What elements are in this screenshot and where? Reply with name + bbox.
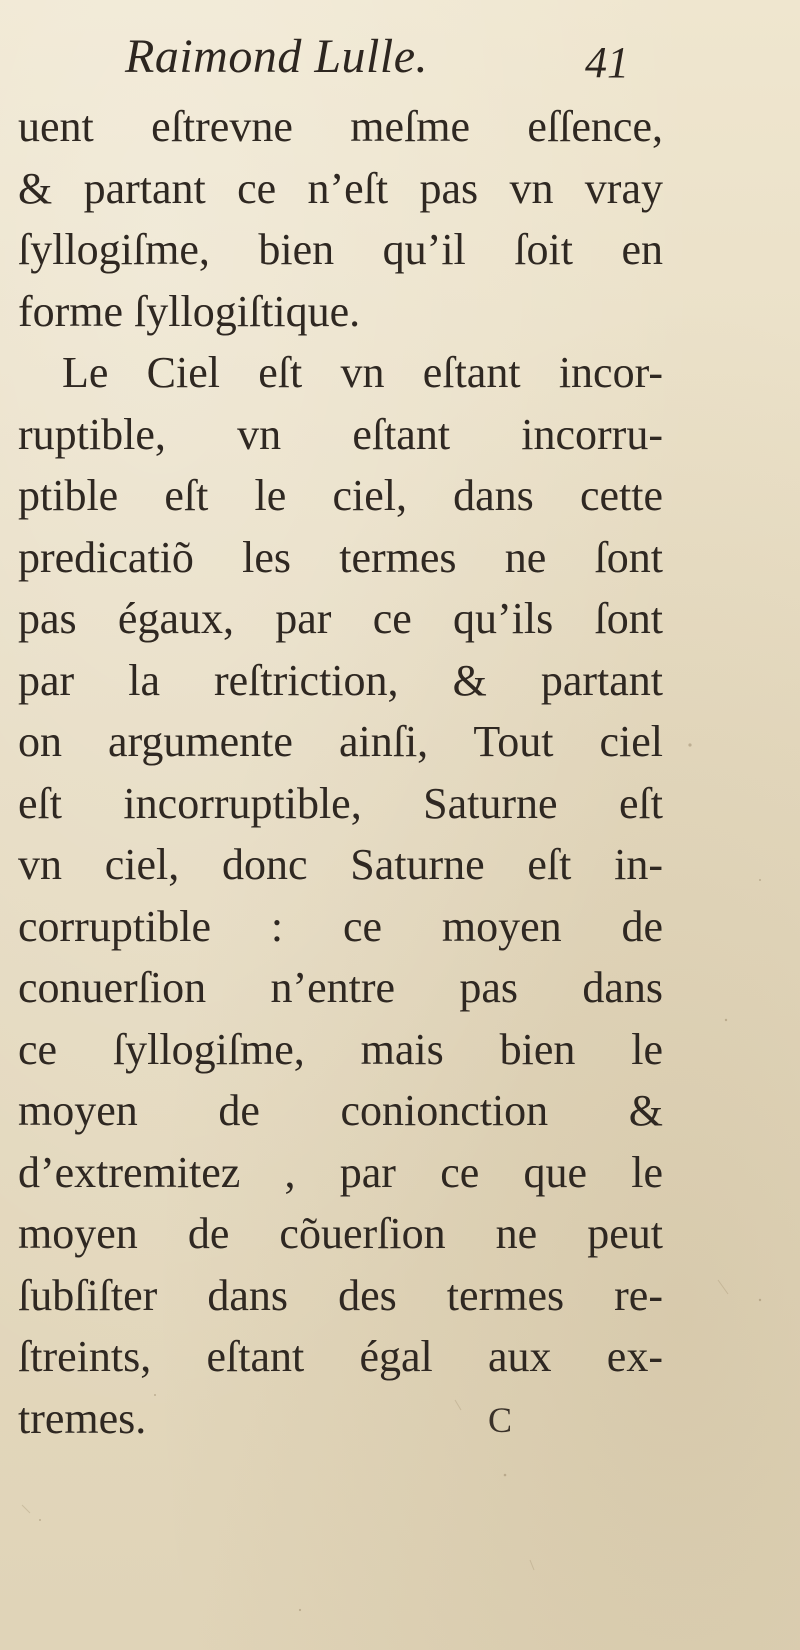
text-line: pas égaux, par ce qu’ils ſont [18,594,663,643]
text-line: d’extremitez , par ce que le [18,1147,663,1197]
signature-mark: C [488,1400,513,1440]
text-line: corruptible : ce moyen de [18,901,663,951]
text-line: uent eſtrevne meſme eſſence, [18,102,663,151]
text-line: ce ſyllogiſme, mais bien le [18,1024,663,1074]
paragraph-1 [18,96,663,342]
paragraph-2 [18,342,663,1449]
text-line: ſubſiſter dans des termes re- [18,1270,663,1320]
body-text [18,96,663,1449]
text-line: Le Ciel eſt vn eſtant incor- [62,348,663,397]
text-line: moyen de cõuerſion ne peut [18,1209,663,1258]
text-line: ruptible, vn eſtant incorru- [18,409,663,459]
running-head: Raimond Lulle. [125,30,428,83]
text-line: ſyllogiſme, bien qu’il ſoit en [18,225,663,274]
text-line: predicatiõ les termes ne ſont [18,532,663,582]
text-line: moyen de conionction & [18,1086,663,1135]
page-header [0,22,800,92]
text-line: & partant ce n’eſt pas vn vray [18,163,663,213]
text-line: par la reſtriction, & partant [18,655,663,705]
text-line: forme ſyllogiſtique. [18,286,361,336]
page-number: 41 [585,38,629,87]
text-line: on argumente ainſi, Tout ciel [18,717,663,766]
text-line: ptible eſt le ciel, dans cette [18,471,663,520]
text-line: eſt incorruptible, Saturne eſt [18,778,663,828]
text-line: conuerſion n’entre pas dans [18,963,663,1012]
text-line: ſtreints, eſtant égal aux ex- [18,1332,663,1381]
text-line: vn ciel, donc Saturne eſt in- [18,840,663,889]
text-line: tremes. [18,1393,147,1443]
